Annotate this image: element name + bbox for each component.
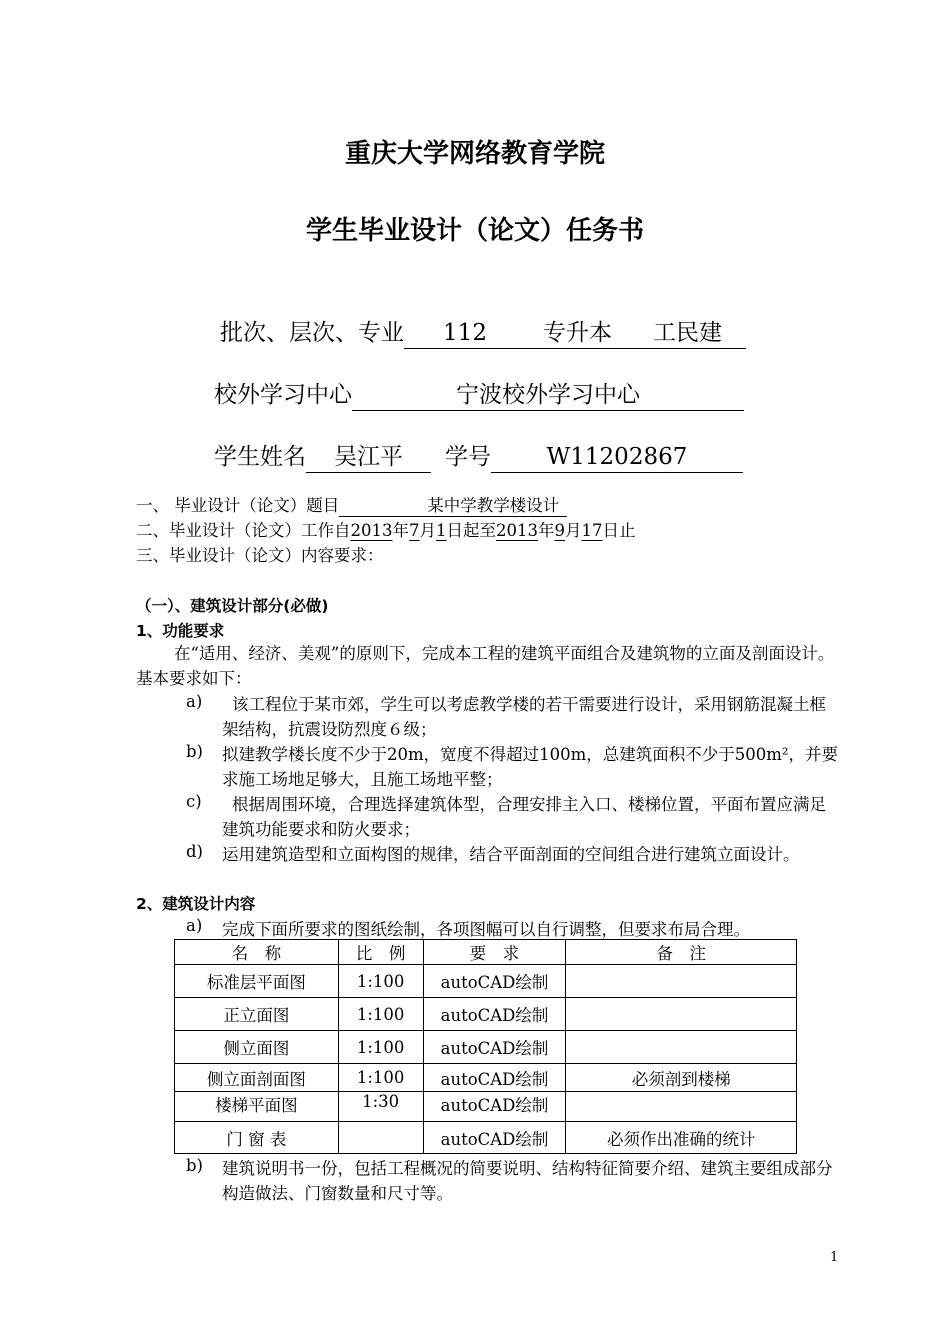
table-cell: 1:100 [338, 998, 423, 1031]
req-d-text: 运用建筑造型和立面构图的规律，结合平面剖面的空间组合进行建筑立面设计。 [222, 845, 800, 864]
major-value: 工民建 [653, 320, 722, 346]
period-row [136, 517, 636, 541]
year-char: 年 [538, 521, 555, 540]
table-header: 备 注 [566, 940, 797, 965]
table-cell: autoCAD绘制 [423, 1064, 566, 1092]
table-row [175, 1064, 797, 1092]
table-cell: autoCAD绘制 [423, 965, 566, 998]
table-header: 要 求 [423, 940, 566, 965]
topic-row [136, 492, 567, 517]
table-cell [566, 965, 797, 998]
topic-label: 一、 毕业设计（论文）题目 [136, 496, 340, 515]
table-row [175, 998, 797, 1031]
req-c-text: 根据周围环境，合理选择建筑体型，合理安排主入口、楼梯位置，平面布置应满足建筑功能要求和防火要求； [222, 795, 826, 839]
table-cell: 正立面图 [175, 998, 339, 1031]
table-cell: autoCAD绘制 [423, 1122, 566, 1154]
section-heading: （一）、建筑设计部分(必做) [136, 597, 329, 615]
center-row [214, 376, 744, 411]
subsection-design-content: 2、建筑设计内容 [136, 895, 256, 913]
manual-label: b) [186, 1156, 203, 1175]
req-b-text: 拟建教学楼长度不少于20m，宽度不得超过100m，总建筑面积不少于500m²，并要求施工场地足够大，且施工场地平整； [222, 745, 839, 789]
start-year: 2013 [350, 521, 393, 540]
req-a-label: a) [186, 692, 203, 711]
drawing-intro-text: 完成下面所要求的图纸绘制，各项图幅可以自行调整，但要求布局合理。 [222, 920, 750, 939]
table-cell: 必须剖到楼梯 [566, 1064, 797, 1092]
name-value: 吴江平 [306, 444, 431, 473]
page-number: 1 [830, 1250, 839, 1265]
batch-values [404, 320, 746, 349]
end-year: 2013 [496, 521, 538, 540]
req-a-text: 该工程位于某市郊，学生可以考虑教学楼的若干需要进行设计，采用钢筋混凝土框架结构，抗震设防烈度６级； [222, 695, 826, 739]
table-cell: 1:100 [338, 1031, 423, 1064]
drawing-table [174, 939, 797, 1154]
level-value: 专升本 [543, 320, 612, 346]
period-end: 日止 [602, 521, 636, 540]
table-row [175, 1122, 797, 1154]
drawing-intro-label: a) [186, 916, 203, 935]
table-header: 比 例 [338, 940, 423, 965]
table-cell: 门 窗 表 [175, 1122, 339, 1154]
table-cell: 楼梯平面图 [175, 1092, 339, 1122]
table-cell: 侧立面图 [175, 1031, 339, 1064]
table-header-row [175, 940, 797, 965]
table-cell: 必须作出准确的统计 [566, 1122, 797, 1154]
req-d-label: d) [186, 842, 203, 861]
id-label: 学号 [445, 444, 491, 470]
manual-text: 建筑说明书一份，包括工程概况的简要说明、结构特征简要介绍、建筑主要组成部分构造做法、门窗数量和尺寸等。 [222, 1159, 833, 1203]
period-prefix: 二、毕业设计（论文）工作自 [136, 521, 351, 540]
start-day: 1 [436, 521, 447, 540]
batch-row [220, 314, 746, 349]
month-char: 月 [565, 521, 582, 540]
center-label: 校外学习中心 [214, 382, 352, 408]
topic-value: 某中学教学楼设计 [339, 496, 567, 517]
table-row [175, 1031, 797, 1064]
table-cell [338, 1122, 423, 1154]
name-label: 学生姓名 [214, 444, 306, 470]
req-c-label: c) [186, 792, 202, 811]
table-cell: 1:100 [338, 965, 423, 998]
subsection-function: 1、功能要求 [136, 622, 225, 640]
intro-paragraph: 在“适用、经济、美观”的原则下，完成本工程的建筑平面组合及建筑物的立面及剖面设计。基本要求如下： [136, 644, 835, 688]
table-cell [566, 1031, 797, 1064]
batch-label: 批次、层次、专业 [220, 320, 404, 346]
batch-value: 112 [443, 320, 487, 346]
table-header: 名 称 [175, 940, 339, 965]
table-cell: 标准层平面图 [175, 965, 339, 998]
end-month: 9 [554, 521, 565, 540]
table-cell: autoCAD绘制 [423, 998, 566, 1031]
document-title: 学生毕业设计（论文）任务书 [305, 216, 644, 246]
month-char: 月 [419, 521, 436, 540]
table-cell: 1:100 [338, 1064, 423, 1092]
content-label: 三、毕业设计（论文）内容要求： [136, 546, 384, 565]
student-row [214, 438, 743, 473]
table-cell: autoCAD绘制 [423, 1092, 566, 1122]
year-char: 年 [392, 521, 409, 540]
table-cell [566, 1092, 797, 1122]
table-cell: autoCAD绘制 [423, 1031, 566, 1064]
table-cell: 侧立面剖面图 [175, 1064, 339, 1092]
start-month: 7 [409, 521, 420, 540]
table-row [175, 1092, 797, 1122]
center-value: 宁波校外学习中心 [352, 382, 744, 411]
table-cell: 1:30 [338, 1092, 423, 1122]
id-value: W11202867 [491, 444, 743, 473]
req-b-label: b) [186, 742, 203, 761]
period-mid: 日起至 [446, 521, 496, 540]
table-cell [566, 998, 797, 1031]
table-row [175, 965, 797, 998]
end-day: 17 [581, 521, 603, 540]
school-title: 重庆大学网络教育学院 [344, 139, 605, 169]
